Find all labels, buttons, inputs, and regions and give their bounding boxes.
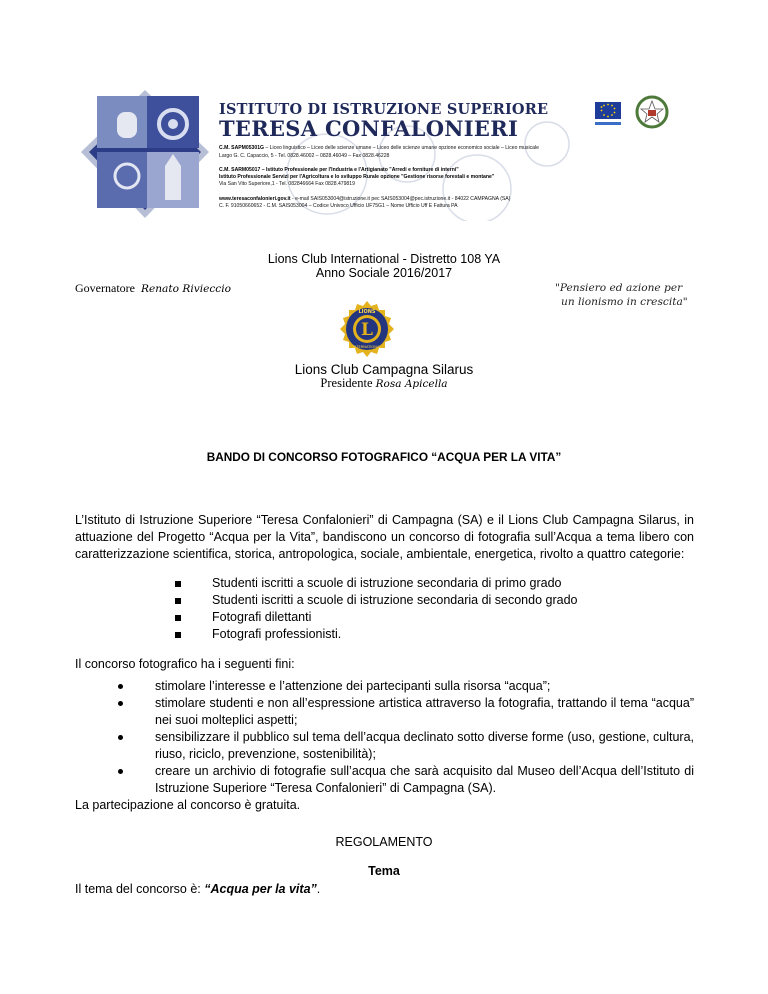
square-bullet-icon bbox=[175, 632, 181, 638]
governor-label: Governatore bbox=[75, 281, 135, 295]
lions-logo-letter: L bbox=[361, 320, 373, 340]
bullet-icon bbox=[118, 684, 123, 689]
banner-info-line: www.teresaconfalonieri.gov.it - e-mail SAIS053004@istruzione.it pec SAIS053004@pec.istruzione.it - 84022 CAMPAGNA (SA) bbox=[219, 196, 511, 202]
list-item: stimolare studenti e non all’espressione artistica attraverso la fotografia, trattando il tema “acqua” nei suoi molteplici aspetti; bbox=[118, 695, 694, 729]
club-name: Lions Club Campagna Silarus bbox=[294, 362, 474, 377]
banner-info-line: C.M. SARM05017 – Istituto Professionale per l'Industria e l'Artigianato "Arredi e forniture di interni" bbox=[219, 167, 459, 173]
lions-logo-bottom: INTERNATIONAL bbox=[352, 345, 382, 349]
year-line: Anno Sociale 2016/2017 bbox=[315, 266, 453, 280]
aims-intro: Il concorso fotografico ha i seguenti fini: bbox=[75, 657, 295, 671]
banner-school-type: ISTITUTO DI ISTRUZIONE SUPERIORE bbox=[219, 101, 549, 118]
bullet-icon bbox=[118, 701, 123, 706]
tema-end: . bbox=[316, 882, 321, 896]
square-bullet-icon bbox=[175, 598, 181, 604]
district-line: Lions Club International - Distretto 108 YA bbox=[267, 252, 501, 266]
bullet-icon bbox=[118, 735, 123, 740]
banner-info-line: Istituto Professionale Servizi per l'Agricoltura e lo sviluppo Rurale opzione "Gestione risorse forestali e montane" bbox=[219, 174, 495, 180]
free-participation: La partecipazione al concorso è gratuita. bbox=[75, 798, 301, 812]
governor bbox=[75, 281, 231, 296]
president-label: Presidente bbox=[320, 376, 373, 390]
president-name: Rosa Apicella bbox=[375, 378, 448, 390]
motto bbox=[555, 281, 705, 309]
lions-logo bbox=[338, 300, 396, 358]
list-item: sensibilizzare il pubblico sul tema dell’acqua declinato sotto diverse forme (uso, gestione, cultura, riuso, riciclo, prevenzione, sostenibilità); bbox=[118, 729, 694, 763]
banner-info-line: Largo G. C. Capaccio, 5 - Tel. 0828.46002 – 0828.46049 – Fax 0828.46228 bbox=[219, 153, 390, 159]
list-item: creare un archivio di fotografie sull’acqua che sarà acquisito dal Museo dell’Acqua dell’Istituto di Istruzione Superiore “Teresa Confalonieri” di Campagna (SA). bbox=[118, 763, 694, 797]
square-bullet-icon bbox=[175, 615, 181, 621]
tema-paragraph bbox=[75, 881, 694, 898]
governor-name: Renato Rivieccio bbox=[140, 283, 232, 295]
tema-value: “Acqua per la vita” bbox=[204, 882, 317, 896]
banner-info-line: C. F. 91050660652 - C.M. SAIS053004 – Codice Univoco Ufficio UF75G1 – Nome Ufficio Uff E Fattura PA bbox=[219, 203, 458, 209]
tema-heading: Tema bbox=[368, 864, 400, 878]
motto-line-1: "Pensiero ed azione per bbox=[555, 282, 683, 294]
school-banner bbox=[77, 84, 691, 221]
banner-school-name: TERESA CONFALONIERI bbox=[219, 116, 519, 141]
intro-paragraph: L’Istituto di Istruzione Superiore “Teresa Confalonieri” di Campagna (SA) e il Lions Club Campagna Silarus, in attuazione del Progetto “Acqua per la Vita”, bandiscono un concorso di fotografia sull’Acqua a tema libero con caratterizzazione scientifica, storica, antropologica, sociale, ambientale, energetica, rivolto a quattro categorie: bbox=[75, 513, 694, 561]
bullet-icon bbox=[118, 769, 123, 774]
president bbox=[0, 376, 768, 391]
lions-logo-top: LIONS bbox=[358, 309, 376, 315]
square-bullet-icon bbox=[175, 581, 181, 587]
banner-info-line: C.M. SAPM05301G – Liceo linguistico – Liceo delle scienze umane – Liceo delle scienze umane opzione economico sociale – Liceo musicale bbox=[219, 145, 539, 151]
motto-line-2: un lionismo in crescita" bbox=[561, 296, 688, 308]
regolamento-heading: REGOLAMENTO bbox=[335, 835, 433, 849]
document-title: BANDO DI CONCORSO FOTOGRAFICO “ACQUA PER LA VITA” bbox=[206, 450, 562, 464]
aims-list bbox=[118, 678, 694, 797]
tema-text: Il tema del concorso è: bbox=[75, 882, 205, 896]
list-item: stimolare l’interesse e l’attenzione dei partecipanti sulla risorsa “acqua”; bbox=[118, 678, 694, 695]
banner-info-line: Via San Vito Superiore,1 - Tel. 082846664 Fax 0828.479819 bbox=[219, 181, 355, 187]
